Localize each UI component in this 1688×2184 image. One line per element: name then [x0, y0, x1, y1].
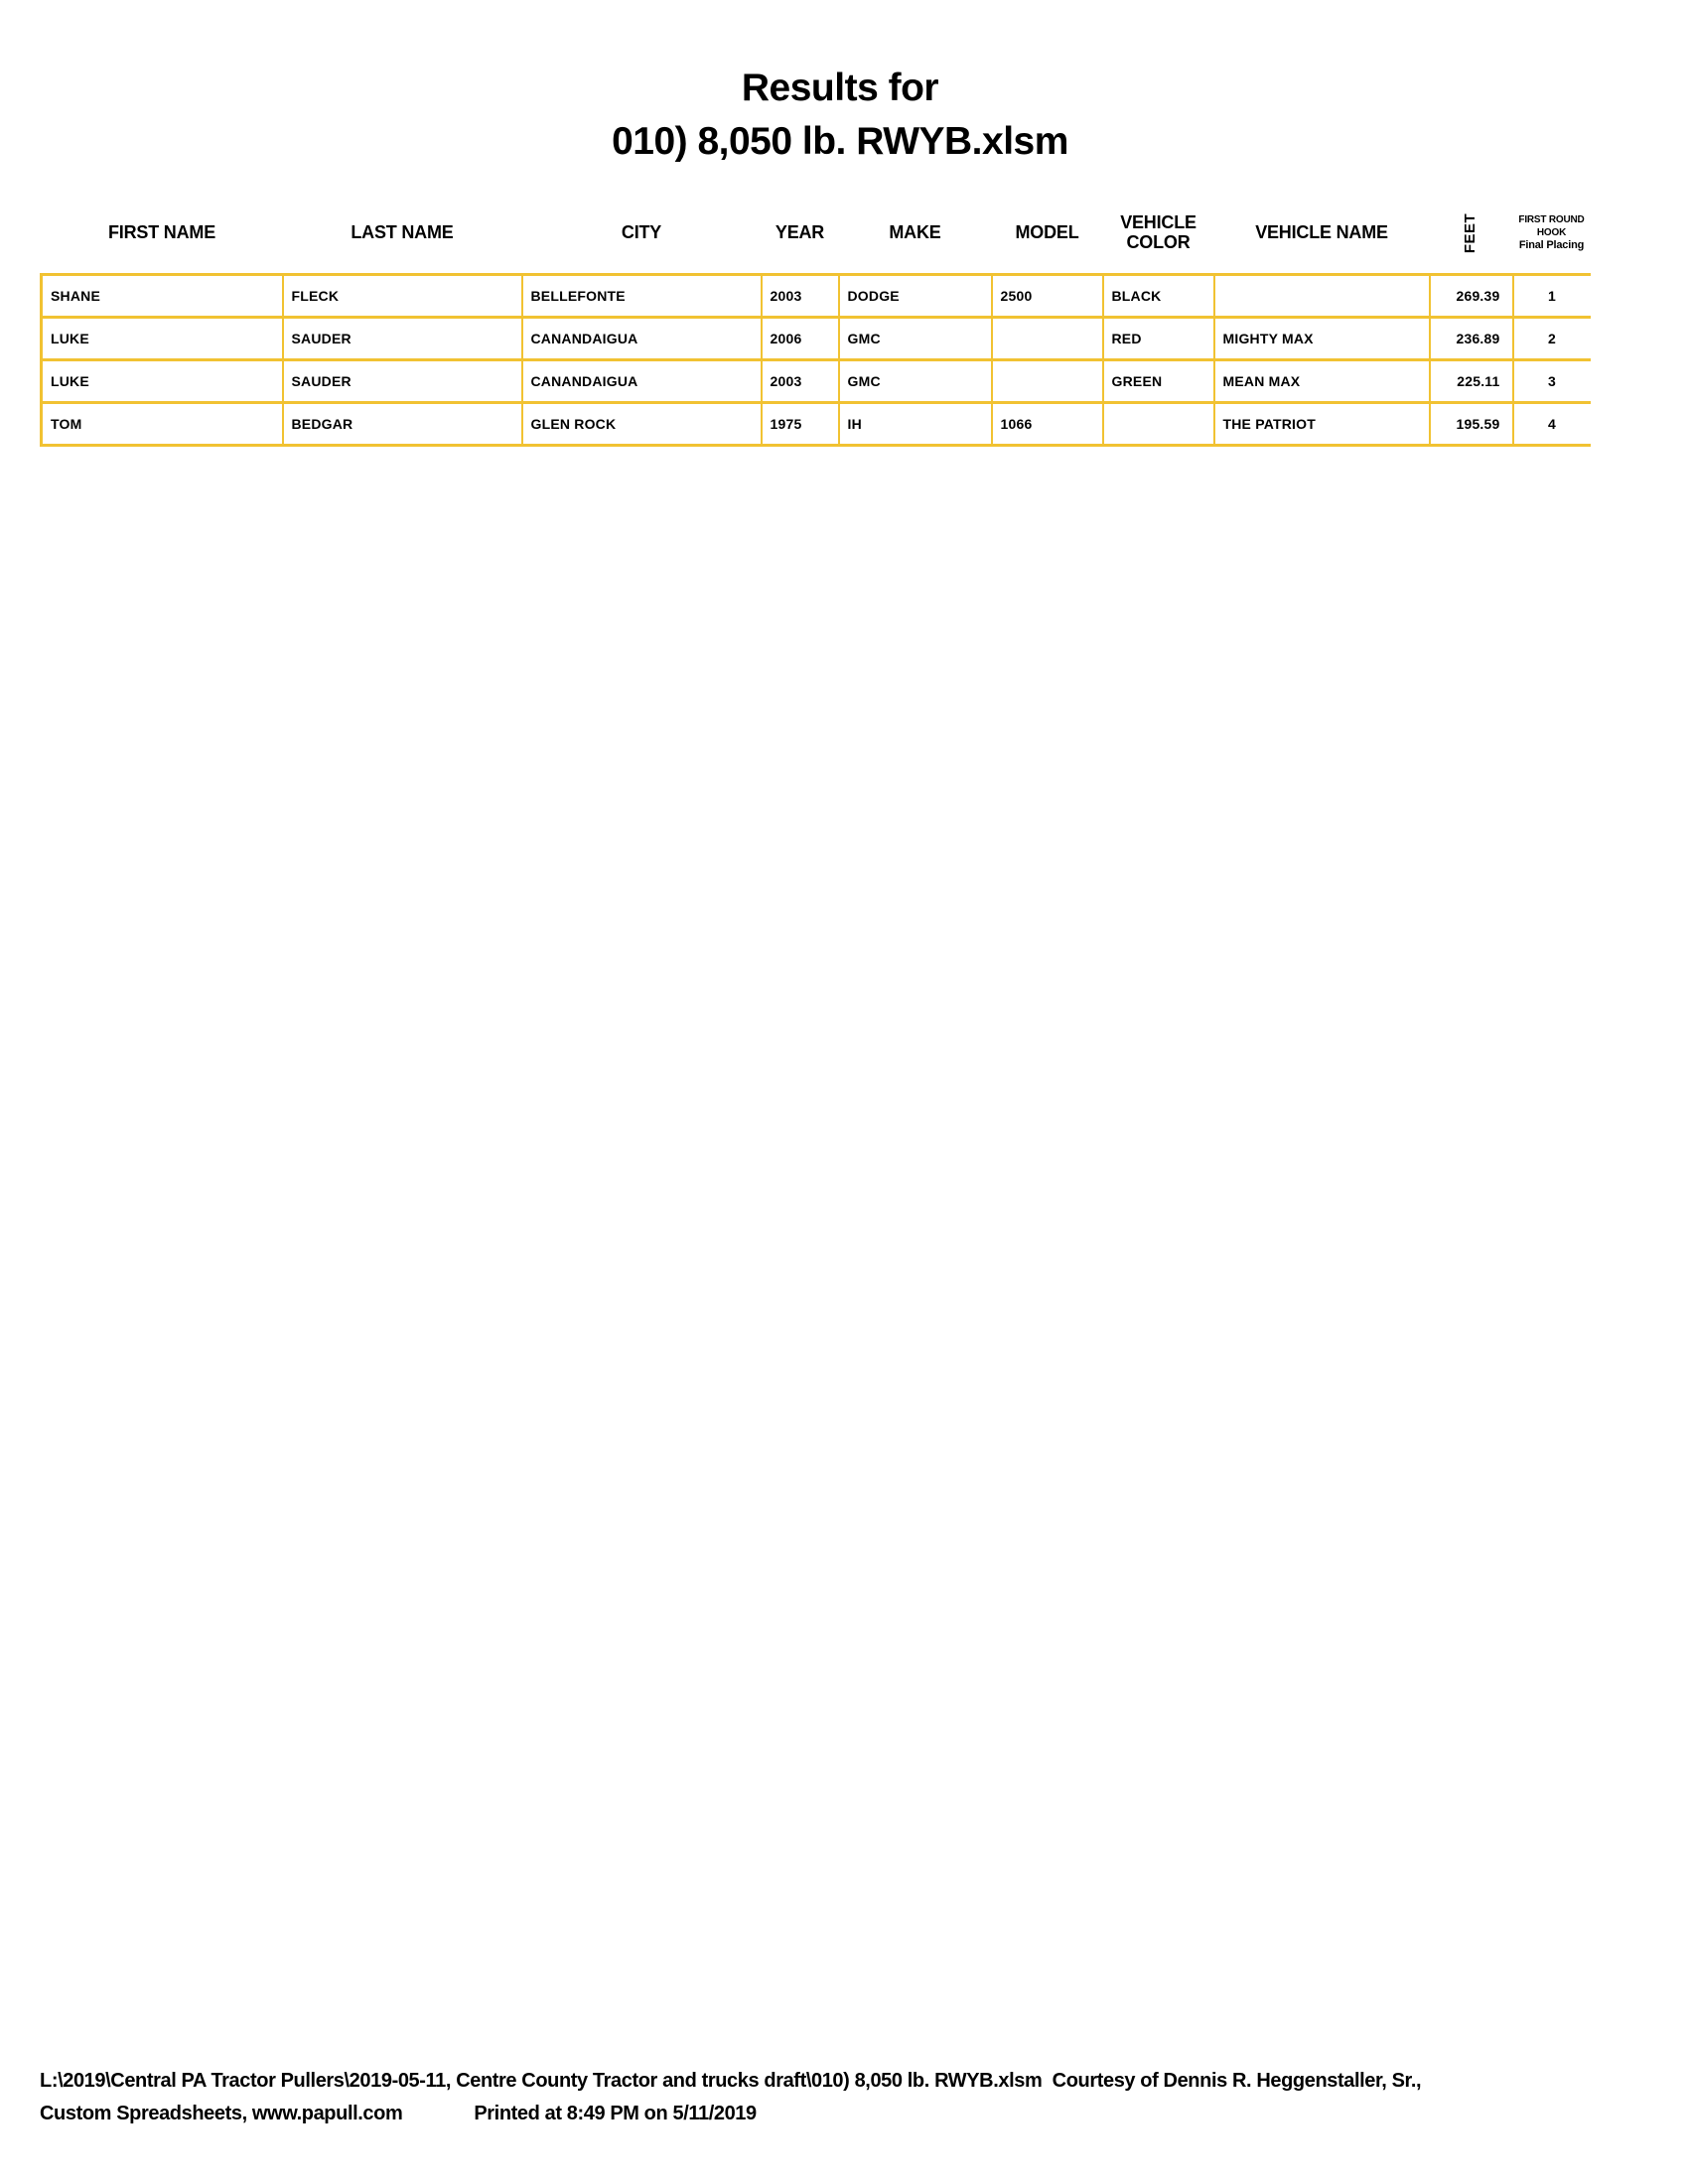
cell-vehicle-name: MEAN MAX — [1214, 360, 1430, 403]
cell-year: 2006 — [762, 318, 839, 360]
hook-label-line3: Final Placing — [1518, 238, 1585, 251]
cell-vehicle-name — [1214, 275, 1430, 318]
cell-model — [992, 318, 1103, 360]
cell-final-placing: 3 — [1513, 360, 1591, 403]
table-row — [42, 275, 1591, 318]
page-footer — [40, 2065, 1648, 2130]
cell-model — [992, 360, 1103, 403]
cell-city: CANANDAIGUA — [522, 360, 762, 403]
vehicle-color-label-line1: VEHICLE — [1120, 212, 1196, 232]
vehicle-color-label-line2: COLOR — [1126, 232, 1191, 252]
footer-credits-left: Custom Spreadsheets, www.papull.com — [40, 2103, 403, 2124]
cell-model: 1066 — [992, 403, 1103, 446]
cell-make: GMC — [839, 360, 992, 403]
cell-city: CANANDAIGUA — [522, 318, 762, 360]
col-header-feet — [1430, 202, 1513, 275]
page-title — [0, 62, 1680, 169]
cell-first-name: SHANE — [42, 275, 283, 318]
cell-year: 2003 — [762, 360, 839, 403]
table-row — [42, 403, 1591, 446]
footer-path-line: L:\2019\Central PA Tractor Pullers\2019-05-11, Centre County Tractor and trucks draft\010) 8,050 lb. RWYB.xlsm Courtesy of Dennis R. Heggenstaller, Sr., — [40, 2070, 1422, 2092]
cell-feet: 269.39 — [1430, 275, 1513, 318]
col-header-vehicle-name: VEHICLE NAME — [1255, 222, 1388, 242]
page-title-line1: Results for — [741, 67, 939, 109]
cell-vehicle-color: BLACK — [1103, 275, 1214, 318]
page-title-line2: 010) 8,050 lb. RWYB.xlsm — [612, 120, 1068, 163]
cell-model: 2500 — [992, 275, 1103, 318]
cell-last-name: SAUDER — [283, 318, 522, 360]
cell-city: GLEN ROCK — [522, 403, 762, 446]
cell-make: IH — [839, 403, 992, 446]
cell-vehicle-name: THE PATRIOT — [1214, 403, 1430, 446]
footer-printed-at: Printed at 8:49 PM on 5/11/2019 — [474, 2103, 757, 2124]
cell-first-name: TOM — [42, 403, 283, 446]
cell-feet: 225.11 — [1430, 360, 1513, 403]
hook-label-line1: FIRST ROUND — [1518, 213, 1585, 225]
feet-rotated-label: FEET — [1462, 212, 1479, 254]
col-header-vehicle-color — [1103, 202, 1214, 275]
col-header-model: MODEL — [1015, 222, 1079, 242]
cell-last-name: BEDGAR — [283, 403, 522, 446]
cell-feet: 236.89 — [1430, 318, 1513, 360]
cell-final-placing: 2 — [1513, 318, 1591, 360]
cell-vehicle-color: GREEN — [1103, 360, 1214, 403]
table-row — [42, 360, 1591, 403]
header-row — [42, 202, 1591, 275]
cell-final-placing: 1 — [1513, 275, 1591, 318]
col-header-first-name: FIRST NAME — [108, 222, 215, 242]
cell-year: 1975 — [762, 403, 839, 446]
cell-make: GMC — [839, 318, 992, 360]
col-header-make: MAKE — [889, 222, 941, 242]
cell-make: DODGE — [839, 275, 992, 318]
col-header-year: YEAR — [774, 222, 825, 242]
col-header-first-round-hook — [1513, 202, 1591, 275]
table-row — [42, 318, 1591, 360]
hook-label-line2: HOOK — [1536, 226, 1567, 238]
cell-first-name: LUKE — [42, 318, 283, 360]
cell-vehicle-color: RED — [1103, 318, 1214, 360]
cell-final-placing: 4 — [1513, 403, 1591, 446]
cell-feet: 195.59 — [1430, 403, 1513, 446]
cell-first-name: LUKE — [42, 360, 283, 403]
cell-last-name: SAUDER — [283, 360, 522, 403]
cell-vehicle-name: MIGHTY MAX — [1214, 318, 1430, 360]
cell-last-name: FLECK — [283, 275, 522, 318]
footer-credits-line — [40, 2098, 1648, 2130]
cell-year: 2003 — [762, 275, 839, 318]
cell-vehicle-color — [1103, 403, 1214, 446]
results-table — [40, 202, 1591, 447]
col-header-last-name: LAST NAME — [351, 222, 454, 242]
col-header-city: CITY — [621, 222, 662, 242]
cell-city: BELLEFONTE — [522, 275, 762, 318]
